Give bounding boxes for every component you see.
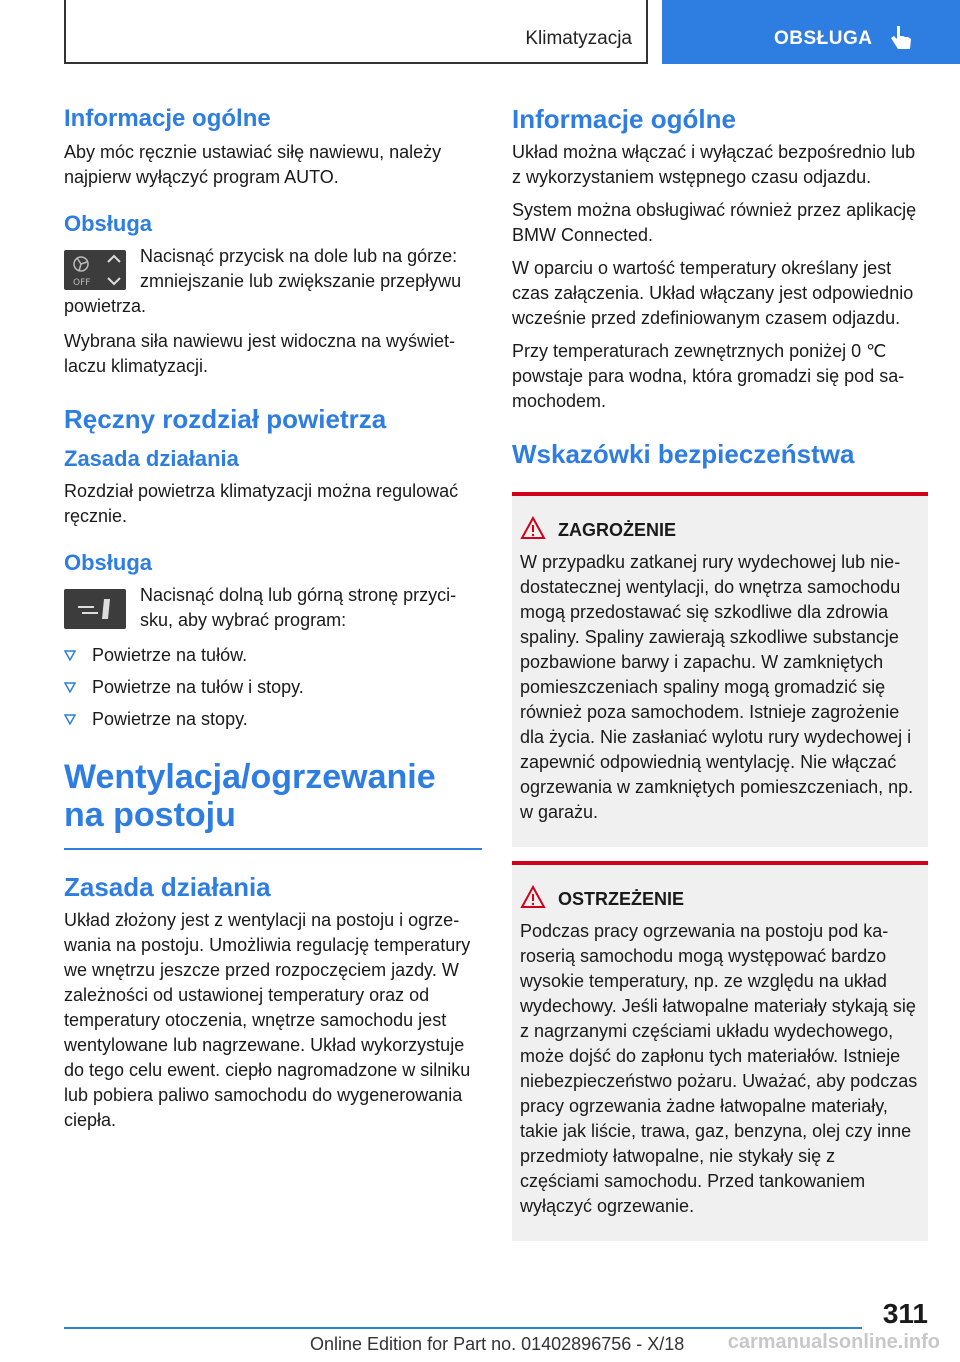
- warning-box: [512, 861, 928, 1241]
- fan-off-label: OFF: [73, 278, 91, 288]
- triangle-bullet-icon: [64, 714, 76, 725]
- paragraph: Aby móc ręcznie ustawiać siłę nawiewu, należy najpierw wyłączyć program AUTO.: [64, 142, 442, 187]
- paragraph: Nacisnąć przycisk na dole lub na górze: zmniejszanie lub zwiększanie przepływu powietrza.: [64, 246, 462, 316]
- heading-informacje-ogolne: Informacje ogólne: [64, 105, 271, 132]
- heading-obsluga: Obsługa: [64, 211, 153, 236]
- danger-box: [512, 492, 928, 847]
- danger-text: W przypadku zatkanej rury wydechowej lub niedostatecznej wentylacji, do wnętrza samochodu mogą przedostawać się szkodliwe dla zdrowia spaliny. Spaliny zawierają szkodliwe substancje pozbawione barwy i zapachu. W zamkniętych pomieszczeniach spaliny mogą gromadzić się również poza samochodem. Istnieje zagrożenie dla życia. Nie zasłaniać wylotu rury wydechowej i zapewnić odpowiednią wentylację. Nie włączać ogrzewania w zamkniętych pomieszczeniach, np. w garażu.: [520, 552, 914, 822]
- fan-speed-button-icon: [64, 250, 126, 290]
- paragraph: W oparciu o wartość temperatury określany jest czas załączenia. Układ włączany jest odpowiednio wcześnie przed zdefiniowanym czasem odjazdu.: [512, 258, 914, 328]
- heading-zasada-dzialania: Zasada działania: [64, 446, 239, 471]
- airflow-options-list: [64, 643, 482, 732]
- heading-zasada-dzialania-2: Zasada działania: [64, 872, 271, 902]
- paragraph: Rozdział powietrza klimatyzacji można regulować ręcznie.: [64, 481, 459, 526]
- paragraph: Przy temperaturach zewnętrznych poniżej 0 ℃ powstaje para wodna, która gromadzi się pod samochodem.: [512, 341, 905, 411]
- watermark: carmanualsonline.info: [727, 1331, 940, 1353]
- heading-obsluga-2: Obsługa: [64, 550, 153, 575]
- triangle-bullet-icon: [64, 650, 76, 661]
- header-frame: [64, 0, 648, 64]
- warning-title: OSTRZEŻENIE: [558, 887, 918, 911]
- heading-wentylacja-ogrzewanie: Wentylacja/ogrzewanie na postoju: [64, 758, 436, 834]
- danger-title: ZAGROŻENIE: [558, 518, 918, 542]
- footer-divider: [64, 1327, 862, 1329]
- paragraph: System można obsługiwać również przez aplikację BMW Connected.: [512, 200, 917, 245]
- edition-text: Online Edition for Part no. 01402896756 - X/18: [310, 1334, 685, 1354]
- paragraph: Nacisnąć dolną lub górną stronę przycisku, aby wybrać program:: [140, 585, 457, 630]
- paragraph: Wybrana siła nawiewu jest widoczna na wyświetlaczu klimatyzacji.: [64, 331, 456, 376]
- fan-button-row: [64, 244, 482, 319]
- warning-text: Podczas pracy ogrzewania na postoju pod karoserią samochodu mogą występować bardzo wysokie temperatury, np. ze względu na układ wydechowy. Jeśli łatwopalne materiały stykają się z nagrzanymi częściami układu wydechowego, może dojść do zapłonu tych materiałów. Istnieje niebezpieczeństwo pożaru. Uważać, aby podczas pracy ogrzewania żadne łatwopalne materiały, takie jak liście, trawa, gaz, benzyna, olej czy inne przedmioty łatwopalne, nie stykały się z częściami samochodu. Przed tankowaniem wyłączyć ogrzewanie.: [520, 921, 918, 1216]
- list-item: Powietrze na tułów i stopy.: [64, 675, 482, 700]
- triangle-bullet-icon: [64, 682, 76, 693]
- paragraph: Układ można włączać i wyłączać bezpośrednio lub z wykorzystaniem wstępnego czasu odjazdu.: [512, 142, 916, 187]
- right-column: [512, 104, 928, 1241]
- tab-label: OBSŁUGA: [774, 28, 873, 49]
- page-number: 311: [882, 1298, 928, 1329]
- airflow-button-row: [64, 583, 482, 633]
- section-title: Klimatyzacja: [525, 28, 632, 49]
- list-item: Powietrze na tułów.: [64, 643, 482, 668]
- tab-obsluga[interactable]: [662, 0, 960, 64]
- heading-reczny-rozdzial: Ręczny rozdział powietrza: [64, 404, 387, 434]
- section-divider: [64, 848, 482, 850]
- left-column: [64, 104, 482, 1141]
- heading-wskazowki-bezpieczenstwa: Wskazówki bezpieczeństwa: [512, 439, 855, 469]
- paragraph: Układ złożony jest z wentylacji na postoju i ogrzewania na postoju. Umożliwia regulację temperatury we wnętrzu jeszcze przed rozpoczęciem jazdy. W zależności od ustawionej temperatury oraz od temperatury otoczenia, wnętrze samochodu jest wentylowane lub nagrzewane. Układ wykorzystuje do tego celu ewent. ciepło nagromadzone w silniku lub pobiera paliwo samochodu do wygenerowania ciepła.: [64, 910, 471, 1130]
- hand-pointer-icon: [888, 24, 914, 52]
- list-item: Powietrze na stopy.: [64, 707, 482, 732]
- warning-triangle-icon: [520, 885, 546, 909]
- air-distribution-button-icon: [64, 589, 126, 629]
- warning-triangle-icon: [520, 516, 546, 540]
- heading-informacje-ogolne-2: Informacje ogólne: [512, 104, 736, 134]
